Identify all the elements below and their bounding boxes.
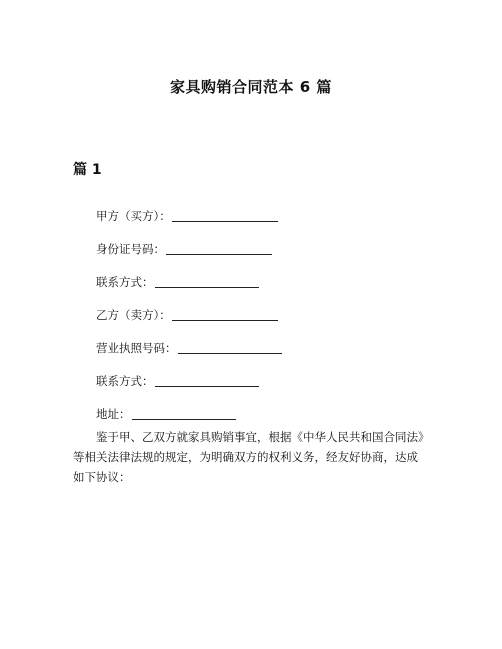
fill-in-blank bbox=[155, 275, 259, 288]
field-label: 身份证号码： bbox=[96, 242, 165, 256]
field-party-b bbox=[96, 307, 278, 323]
paragraph-line: 如下协议： bbox=[73, 470, 131, 484]
field-address bbox=[96, 406, 236, 422]
field-label: 乙方（卖方）： bbox=[96, 308, 171, 322]
fill-in-blank bbox=[132, 407, 236, 420]
preamble-paragraph bbox=[73, 427, 435, 487]
field-contact-a bbox=[96, 274, 259, 290]
section-heading: 篇 1 bbox=[73, 162, 102, 178]
field-label: 联系方式： bbox=[96, 374, 154, 388]
field-id-number bbox=[96, 241, 272, 257]
fill-in-blank bbox=[166, 242, 272, 255]
document-title: 家具购销合同范本 6 篇 bbox=[170, 78, 332, 96]
field-label: 地址： bbox=[96, 407, 131, 421]
field-label: 甲方（买方）： bbox=[96, 209, 171, 223]
fill-in-blank bbox=[155, 374, 259, 387]
field-business-license bbox=[96, 340, 282, 356]
field-party-a bbox=[96, 208, 278, 224]
paragraph-line: 等相关法律法规的规定，为明确双方的权利义务，经友好协商，达成 bbox=[73, 450, 418, 464]
paragraph-line: 鉴于甲、乙双方就家具购销事宜，根据《中华人民共和国合同法》 bbox=[96, 430, 430, 444]
field-label: 联系方式： bbox=[96, 275, 154, 289]
fill-in-blank bbox=[172, 209, 278, 222]
field-contact-b bbox=[96, 373, 259, 389]
field-label: 营业执照号码： bbox=[96, 341, 177, 355]
fill-in-blank bbox=[178, 341, 282, 354]
fill-in-blank bbox=[172, 308, 278, 321]
